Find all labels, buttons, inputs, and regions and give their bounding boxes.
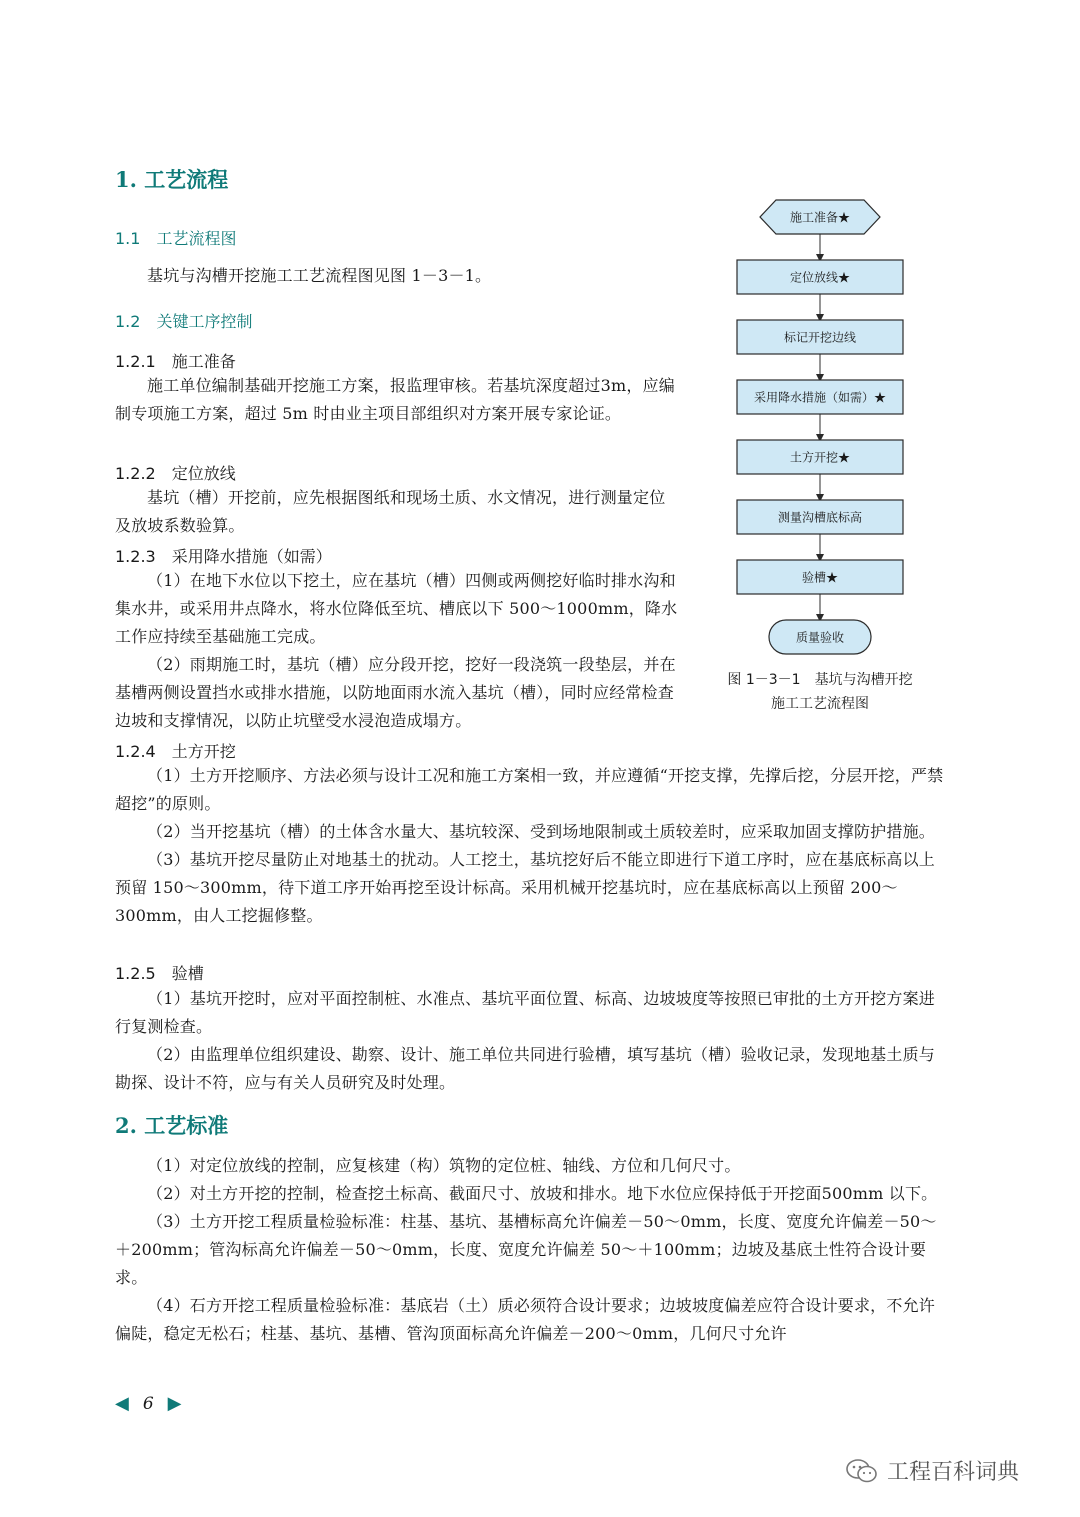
section-1-2-5-para-1: （1）基坑开挖时，应对平面控制桩、水准点、基坑平面位置、标高、边坡坡度等按照已审批的土方开挖方案进行复测检查。 [115,989,935,1036]
section-1-1-title: 1.1 工艺流程图 [115,229,237,248]
section-1-2-1-title: 1.2.1 施工准备 [115,352,236,371]
watermark-text: 工程百科词典 [887,1460,1020,1485]
flowchart-caption-line-1: 图 1－3－1 基坑与沟槽开挖 [727,672,913,688]
flow-step-label-7: 验槽★ [801,570,839,585]
watermark [845,1455,1019,1486]
section-1-2-2-title: 1.2.2 定位放线 [115,464,236,483]
section-1-2-1-text: 施工单位编制基础开挖施工方案，报监理审核。若基坑深度超过3m，应编制专项施工方案，超过 5m 时由业主项目部组织对方案开展专家论证。 [115,376,675,423]
section-1-2-5-para-2: （2）由监理单位组织建设、勘察、设计、施工单位共同进行验槽，填写基坑（槽）验收记录，发现地基土质与勘探、设计不符，应与有关人员研究及时处理。 [115,1045,935,1092]
section-1-2-4-para-2: （2）当开挖基坑（槽）的土体含水量大、基坑较深、受到场地限制或土质较差时，应采取加固支撑防护措施。 [147,822,935,841]
section-1-2-3-para-1: （1）在地下水位以下挖土，应在基坑（槽）四侧或两侧挖好临时排水沟和集水井，或采用井点降水，将水位降低至坑、槽底以下 500～1000mm，降水工作应持续至基础施工完成。 [115,571,678,646]
flow-step-label-4: 采用降水措施（如需）★ [753,390,887,405]
section-1-2-2-text: 基坑（槽）开挖前，应先根据图纸和现场土质、水文情况，进行测量定位及放坡系数验算。 [115,488,666,535]
flow-step-label-6: 测量沟槽底标高 [777,510,863,525]
wechat-icon [845,1457,879,1485]
flowchart-caption-line-2: 施工工艺流程图 [771,696,869,712]
section-2-title: 2. 工艺标准 [115,1113,229,1138]
flow-step-label-2: 定位放线★ [789,270,851,285]
section-1-2-3-title: 1.2.3 采用降水措施（如需） [115,547,332,566]
section-2-para-3: （3）土方开挖工程质量检验标准：柱基、基坑、基槽标高允许偏差－50～0mm，长度、宽度允许偏差－50～＋200mm；管沟标高允许偏差－50～0mm，长度、宽度允许偏差 50～＋100mm；边坡及基底土性符合设计要求。 [115,1212,937,1287]
page-nav [115,1393,182,1414]
flow-step-label-3: 标记开挖边线 [783,330,857,345]
section-1-2-4-para-1: （1）土方开挖顺序、方法必须与设计工况和施工方案相一致，并应遵循“开挖支撑，先撑后挖，分层开挖，严禁超挖”的原则。 [115,766,944,813]
process-flowchart [700,195,940,665]
next-page-icon[interactable]: ▶ [167,1393,182,1414]
section-1-2-4-title: 1.2.4 土方开挖 [115,742,236,761]
section-1-2-3-para-2: （2）雨期施工时，基坑（槽）应分段开挖，挖好一段浇筑一段垫层，并在基槽两侧设置挡水或排水措施，以防地面雨水流入基坑（槽），同时应经常检查边坡和支撑情况，以防止坑壁受水浸泡造成塌方。 [115,655,676,730]
section-1-2-title: 1.2 关键工序控制 [115,312,253,331]
flow-step-label-5: 土方开挖★ [789,450,851,465]
section-1-1-text: 基坑与沟槽开挖施工工艺流程图见图 1－3－1。 [147,266,492,285]
prev-page-icon[interactable]: ◀ [115,1393,129,1414]
section-1-2-5-title: 1.2.5 验槽 [115,964,204,983]
section-1-title: 1. 工艺流程 [115,167,229,192]
section-2-para-2: （2）对土方开挖的控制，检查挖土标高、截面尺寸、放坡和排水。地下水位应保持低于开挖面500mm 以下。 [147,1184,938,1203]
section-1-2-4-para-3: （3）基坑开挖尽量防止对地基土的扰动。人工挖土，基坑挖好后不能立即进行下道工序时，应在基底标高以上预留 150～300mm，待下道工序开始再挖至设计标高。采用机械开挖基坑时，应在基底标高以上预留 200～300mm，由人工挖掘修整。 [115,850,935,925]
section-2-para-4: （4）石方开挖工程质量检验标准：基底岩（土）质必须符合设计要求；边坡坡度偏差应符合设计要求，不允许偏陡，稳定无松石；柱基、基坑、基槽、管沟顶面标高允许偏差－200～0mm，几何尺寸允许 [115,1296,935,1343]
page-number: 6 [142,1393,154,1414]
flow-step-label-1: 施工准备★ [789,210,851,225]
section-2-para-1: （1）对定位放线的控制，应复核建（构）筑物的定位桩、轴线、方位和几何尺寸。 [147,1156,741,1175]
flow-step-label-8: 质量验收 [795,630,845,645]
